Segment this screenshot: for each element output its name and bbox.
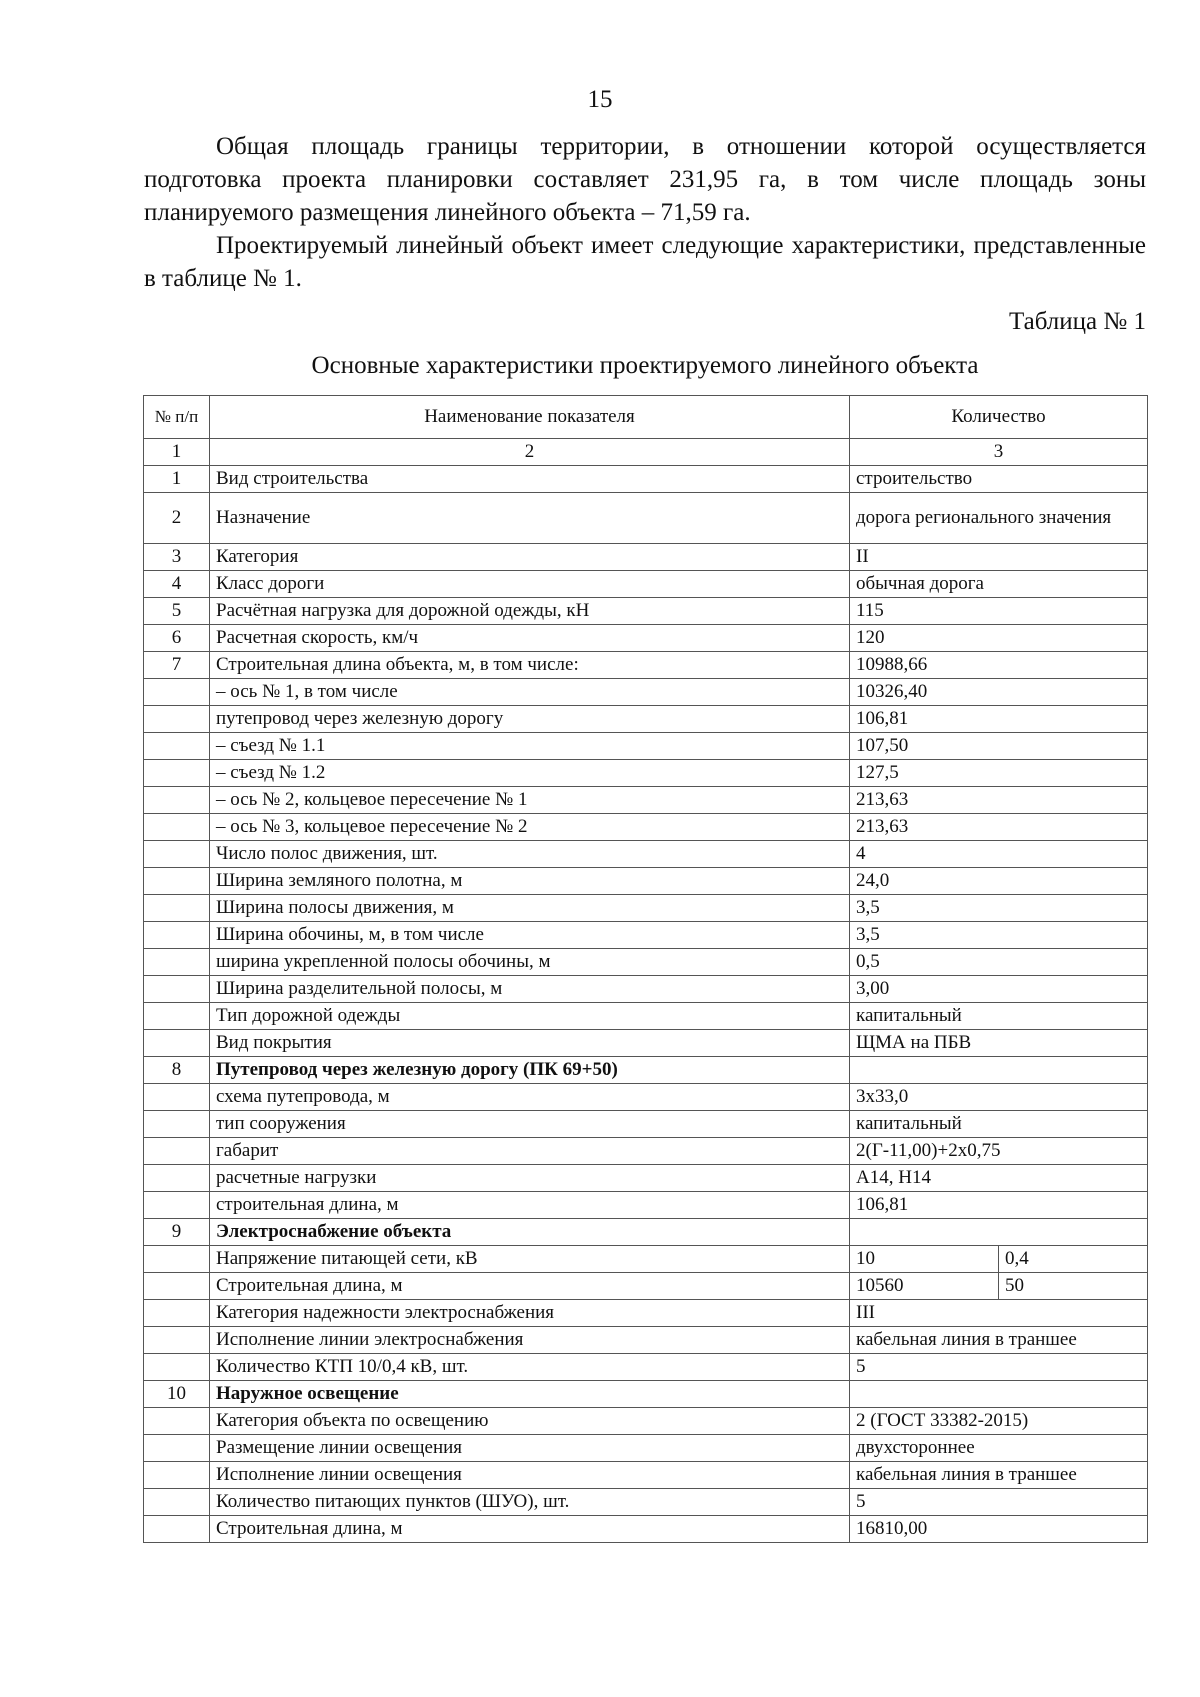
row-value: 213,63 <box>850 787 1148 814</box>
table-row <box>144 1057 1148 1084</box>
row-number: 4 <box>144 571 210 598</box>
table-row <box>144 466 1148 493</box>
table-row <box>144 1084 1148 1111</box>
row-number <box>144 1273 210 1300</box>
row-number <box>144 787 210 814</box>
characteristics-table <box>143 395 1148 1543</box>
row-indicator-name: Расчетная скорость, км/ч <box>210 625 850 652</box>
row-indicator-name: Строительная длина, м <box>210 1516 850 1543</box>
row-number <box>144 1111 210 1138</box>
row-value: 10560 <box>850 1273 999 1300</box>
row-value: 213,63 <box>850 814 1148 841</box>
row-indicator-name: Количество КТП 10/0,4 кВ, шт. <box>210 1354 850 1381</box>
row-number <box>144 1030 210 1057</box>
row-value: обычная дорога <box>850 571 1148 598</box>
row-indicator-name: схема путепровода, м <box>210 1084 850 1111</box>
table-row <box>144 787 1148 814</box>
row-indicator-name: Ширина земляного полотна, м <box>210 868 850 895</box>
table-number: Таблица № 1 <box>1008 308 1146 335</box>
row-value: 3,5 <box>850 895 1148 922</box>
row-value: кабельная линия в траншее <box>850 1462 1148 1489</box>
row-indicator-name: Категория объекта по освещению <box>210 1408 850 1435</box>
row-number <box>144 1489 210 1516</box>
row-indicator-name: Категория <box>210 544 850 571</box>
row-number <box>144 760 210 787</box>
table-row <box>144 1111 1148 1138</box>
page-number: 15 <box>587 86 613 113</box>
row-indicator-name: Ширина обочины, м, в том числе <box>210 922 850 949</box>
row-value: 107,50 <box>850 733 1148 760</box>
row-indicator-name: Строительная длина, м <box>210 1273 850 1300</box>
row-indicator-name: тип сооружения <box>210 1111 850 1138</box>
table-row <box>144 1408 1148 1435</box>
row-number: 7 <box>144 652 210 679</box>
row-number <box>144 733 210 760</box>
row-indicator-name: – съезд № 1.1 <box>210 733 850 760</box>
table-row <box>144 1246 1148 1273</box>
table-row <box>144 895 1148 922</box>
row-number <box>144 949 210 976</box>
table-row <box>144 625 1148 652</box>
row-number: 3 <box>144 544 210 571</box>
row-value: III <box>850 1300 1148 1327</box>
table-row <box>144 760 1148 787</box>
row-value: кабельная линия в траншее <box>850 1327 1148 1354</box>
row-value: двухстороннее <box>850 1435 1148 1462</box>
row-indicator-name: Назначение <box>210 493 850 544</box>
table-row <box>144 544 1148 571</box>
table-row <box>144 1300 1148 1327</box>
table-row <box>144 598 1148 625</box>
row-value: 115 <box>850 598 1148 625</box>
table-row <box>144 1381 1148 1408</box>
table-row <box>144 868 1148 895</box>
table-row <box>144 1192 1148 1219</box>
intro-paragraph-1: Общая площадь границы территории, в отношении которой осуществляется подготовка проекта планировки составляет 231,95 га, в том числе площадь зоны планируемого размещения линейного объекта – 71,59 га. <box>144 133 1146 226</box>
table-row <box>144 1462 1148 1489</box>
table-row <box>144 706 1148 733</box>
row-number <box>144 1246 210 1273</box>
row-number <box>144 841 210 868</box>
table-row <box>144 1003 1148 1030</box>
row-value: 2(Г-11,00)+2х0,75 <box>850 1138 1148 1165</box>
row-value: 5 <box>850 1489 1148 1516</box>
table-row <box>144 1030 1148 1057</box>
row-value-secondary: 0,4 <box>999 1246 1148 1273</box>
row-indicator-name: Вид строительства <box>210 466 850 493</box>
row-value: 127,5 <box>850 760 1148 787</box>
row-value: 3,00 <box>850 976 1148 1003</box>
row-indicator-name: Исполнение линии электроснабжения <box>210 1327 850 1354</box>
row-value: 10988,66 <box>850 652 1148 679</box>
row-number <box>144 1138 210 1165</box>
row-number <box>144 1435 210 1462</box>
row-indicator-name: расчетные нагрузки <box>210 1165 850 1192</box>
row-number <box>144 1462 210 1489</box>
table-row <box>144 1165 1148 1192</box>
row-value: 5 <box>850 1354 1148 1381</box>
table-title: Основные характеристики проектируемого линейного объекта <box>311 352 979 379</box>
table-row <box>144 1516 1148 1543</box>
row-indicator-name: строительная длина, м <box>210 1192 850 1219</box>
row-indicator-name: – ось № 2, кольцевое пересечение № 1 <box>210 787 850 814</box>
row-value: строительство <box>850 466 1148 493</box>
row-indicator-name: Ширина разделительной полосы, м <box>210 976 850 1003</box>
row-number: 8 <box>144 1057 210 1084</box>
row-value: 10 <box>850 1246 999 1273</box>
row-number <box>144 868 210 895</box>
row-indicator-name: габарит <box>210 1138 850 1165</box>
column-number-2: 2 <box>210 439 850 466</box>
row-value: II <box>850 544 1148 571</box>
row-value: 0,5 <box>850 949 1148 976</box>
row-number <box>144 976 210 1003</box>
intro-text <box>144 130 1146 295</box>
row-number <box>144 922 210 949</box>
table-row <box>144 1273 1148 1300</box>
row-value: 2 (ГОСТ 33382-2015) <box>850 1408 1148 1435</box>
row-indicator-name: Вид покрытия <box>210 1030 850 1057</box>
row-number <box>144 1327 210 1354</box>
intro-paragraph-2: Проектируемый линейный объект имеет следующие характеристики, представленные в таблице № 1. <box>144 232 1146 292</box>
row-indicator-name: Расчётная нагрузка для дорожной одежды, кН <box>210 598 850 625</box>
row-indicator-name: – съезд № 1.2 <box>210 760 850 787</box>
row-number: 10 <box>144 1381 210 1408</box>
column-number-1: 1 <box>144 439 210 466</box>
row-number <box>144 1516 210 1543</box>
row-indicator-name: Исполнение линии освещения <box>210 1462 850 1489</box>
row-number <box>144 1192 210 1219</box>
row-indicator-name: путепровод через железную дорогу <box>210 706 850 733</box>
row-value: 106,81 <box>850 1192 1148 1219</box>
table-row <box>144 1435 1148 1462</box>
table-row <box>144 922 1148 949</box>
column-numbers-row <box>144 439 1148 466</box>
header-cell-value: Количество <box>850 396 1148 439</box>
row-number: 6 <box>144 625 210 652</box>
table-row <box>144 814 1148 841</box>
row-indicator-name: Категория надежности электроснабжения <box>210 1300 850 1327</box>
table-header-row <box>144 396 1148 439</box>
row-value <box>850 1219 1148 1246</box>
row-indicator-name: Число полос движения, шт. <box>210 841 850 868</box>
row-value: капитальный <box>850 1111 1148 1138</box>
row-indicator-name: – ось № 1, в том числе <box>210 679 850 706</box>
row-indicator-name: Напряжение питающей сети, кВ <box>210 1246 850 1273</box>
row-indicator-name: Строительная длина объекта, м, в том числе: <box>210 652 850 679</box>
row-value: 3,5 <box>850 922 1148 949</box>
table-row <box>144 1219 1148 1246</box>
row-number: 1 <box>144 466 210 493</box>
row-value: 16810,00 <box>850 1516 1148 1543</box>
table-row <box>144 1354 1148 1381</box>
row-value: ЩМА на ПБВ <box>850 1030 1148 1057</box>
row-number <box>144 1084 210 1111</box>
table-row <box>144 976 1148 1003</box>
row-number <box>144 895 210 922</box>
row-indicator-name: – ось № 3, кольцевое пересечение № 2 <box>210 814 850 841</box>
header-cell-name: Наименование показателя <box>210 396 850 439</box>
row-number: 2 <box>144 493 210 544</box>
column-number-3: 3 <box>850 439 1148 466</box>
row-indicator-name: ширина укрепленной полосы обочины, м <box>210 949 850 976</box>
row-number <box>144 1354 210 1381</box>
row-value: 3х33,0 <box>850 1084 1148 1111</box>
row-value <box>850 1381 1148 1408</box>
row-indicator-name: Количество питающих пунктов (ШУО), шт. <box>210 1489 850 1516</box>
row-number <box>144 1165 210 1192</box>
row-indicator-name: Тип дорожной одежды <box>210 1003 850 1030</box>
row-number <box>144 1300 210 1327</box>
header-cell-number: № п/п <box>144 396 210 439</box>
row-value: 120 <box>850 625 1148 652</box>
row-indicator-name: Путепровод через железную дорогу (ПК 69+50) <box>210 1057 850 1084</box>
table-row <box>144 493 1148 544</box>
table-row <box>144 1327 1148 1354</box>
row-indicator-name: Ширина полосы движения, м <box>210 895 850 922</box>
row-number <box>144 814 210 841</box>
row-indicator-name: Размещение линии освещения <box>210 1435 850 1462</box>
row-value: дорога регионального значения <box>850 493 1148 544</box>
table-row <box>144 1489 1148 1516</box>
row-number <box>144 1003 210 1030</box>
row-value: 106,81 <box>850 706 1148 733</box>
table-row <box>144 841 1148 868</box>
table-row <box>144 949 1148 976</box>
table-row <box>144 652 1148 679</box>
row-number: 9 <box>144 1219 210 1246</box>
row-number <box>144 1408 210 1435</box>
row-indicator-name: Электроснабжение объекта <box>210 1219 850 1246</box>
row-value-secondary: 50 <box>999 1273 1148 1300</box>
table-row <box>144 571 1148 598</box>
row-number: 5 <box>144 598 210 625</box>
table-row <box>144 679 1148 706</box>
row-value: капитальный <box>850 1003 1148 1030</box>
row-number <box>144 679 210 706</box>
table-row <box>144 733 1148 760</box>
row-value <box>850 1057 1148 1084</box>
row-value: 4 <box>850 841 1148 868</box>
row-indicator-name: Класс дороги <box>210 571 850 598</box>
row-number <box>144 706 210 733</box>
row-value: 24,0 <box>850 868 1148 895</box>
row-value: А14, Н14 <box>850 1165 1148 1192</box>
table-row <box>144 1138 1148 1165</box>
row-indicator-name: Наружное освещение <box>210 1381 850 1408</box>
row-value: 10326,40 <box>850 679 1148 706</box>
